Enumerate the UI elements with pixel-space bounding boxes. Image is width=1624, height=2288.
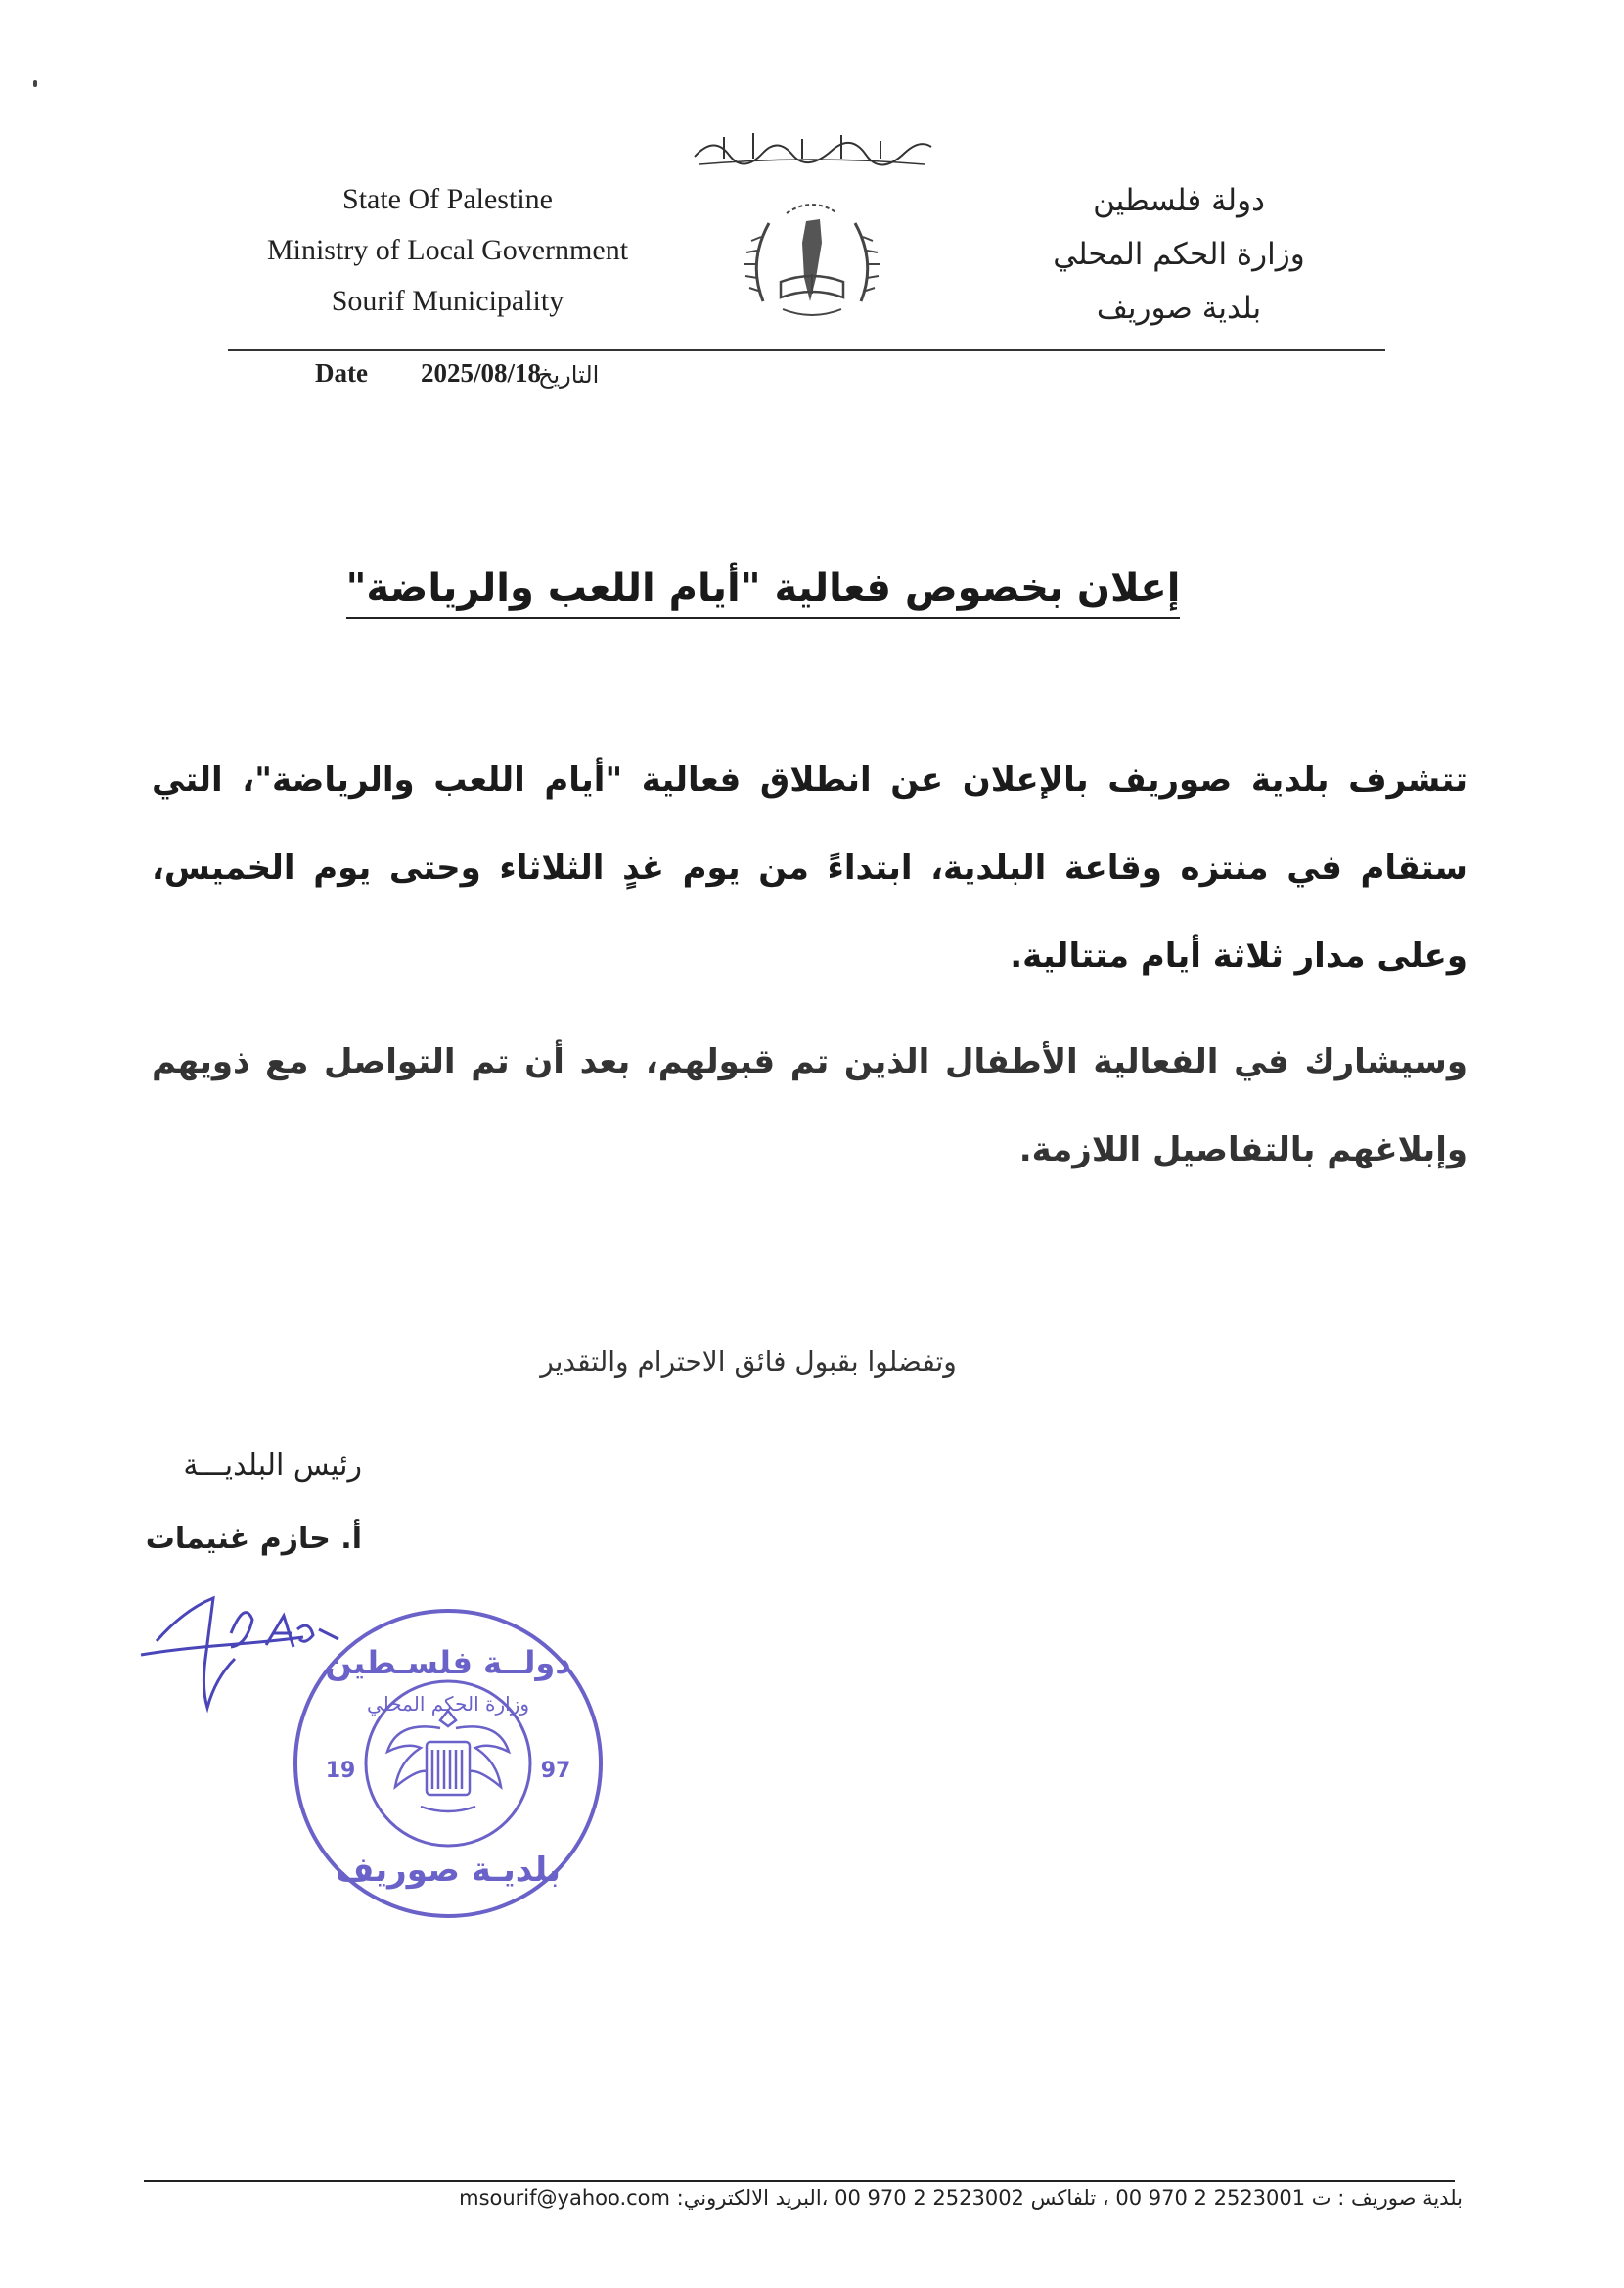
closing-line: وتفضلوا بقبول فائق الاحترام والتقدير (540, 1346, 957, 1378)
signatory-name: أ. حازم غنيمات (145, 1522, 362, 1556)
announcement-title-text: إعلان بخصوص فعالية "أيام اللعب والرياضة" (346, 566, 1181, 619)
english-country: State Of Palestine (342, 183, 553, 215)
handwritten-signature (137, 1590, 391, 1737)
date-row (315, 358, 726, 397)
stamp-middle-text: وزارة الحكم المحلي (366, 1692, 530, 1716)
english-municipality: Sourif Municipality (331, 285, 564, 317)
eagle-emblem-icon (387, 1711, 509, 1811)
stamp-year-left: 19 (325, 1759, 356, 1783)
footer-divider (144, 2180, 1455, 2182)
announcement-title (293, 566, 1233, 611)
date-label: Date (315, 358, 368, 388)
body-paragraph-1: تتشرف بلدية صوريف بالإعلان عن انطلاق فعالية "أيام اللعب والرياضة"، التي ستقام في منتزه وقاعة البلدية، ابتداءً من يوم غدٍ الثلاثاء وحتى يوم الخميس، وعلى مدار ثلاثة أيام متتالية. (152, 760, 1467, 976)
arabic-municipality: بلدية صوريف (1096, 291, 1262, 326)
stamp-top-text: دولــة فلسـطين (325, 1644, 571, 1681)
stamp-year-right: 97 (540, 1759, 571, 1783)
arabic-letterhead (988, 174, 1370, 336)
signatory-title: رئيس البلديـــة (183, 1448, 362, 1483)
date-value: 2025/08/18 (421, 358, 542, 388)
stamp-bottom-text: بلديـة صوريف (335, 1851, 562, 1890)
municipality-logo (734, 184, 890, 341)
english-ministry: Ministry of Local Government (266, 234, 629, 266)
english-letterhead (230, 174, 665, 327)
scan-mark (33, 80, 37, 87)
date-label-arabic: التاريخ (538, 361, 600, 389)
basmala-calligraphy (685, 125, 939, 170)
header-divider (228, 349, 1385, 351)
arabic-country: دولة فلسطين (1093, 183, 1265, 218)
arabic-ministry: وزارة الحكم المحلي (1053, 237, 1305, 272)
body-paragraph-2: وسيشارك في الفعالية الأطفال الذين تم قبولهم، بعد أن تم التواصل مع ذويهم وإبلاغهم بالتفاصيل اللازمة. (152, 1042, 1467, 1169)
footer-contact: بلدية صوريف : ت 2523001 2 970 00 ، تلفاكس 2523002 2 970 00 ،البريد الالكتروني: msourif@yahoo.com (459, 2186, 1463, 2210)
